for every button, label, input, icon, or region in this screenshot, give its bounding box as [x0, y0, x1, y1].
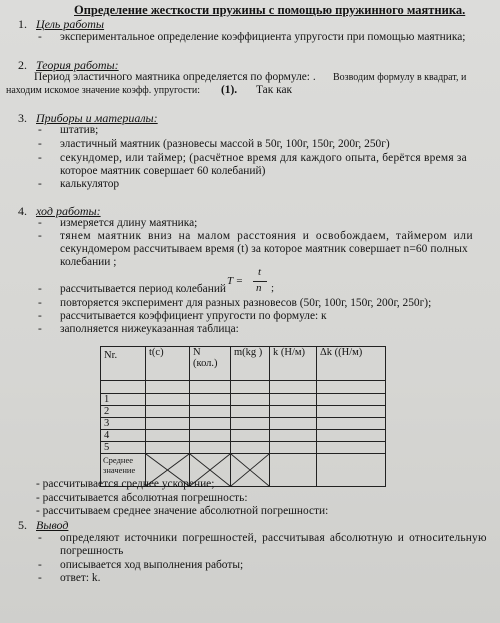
section-2-number: 2.	[18, 58, 27, 72]
table-header-row	[101, 347, 386, 381]
header-cell: m(kg )	[231, 347, 270, 381]
section-1-heading: Цель работы	[36, 17, 105, 31]
procedure-item: повторяется эксперимент для разных разновесов (50г, 100г, 150г, 200г, 250г);	[60, 297, 432, 309]
period-formula-denominator: n	[256, 282, 262, 294]
header-cell: Nr.	[101, 347, 146, 381]
table-row	[101, 406, 386, 418]
equipment-item-cont: которое маятник совершает 60 колебаний)	[60, 165, 266, 177]
table-row	[101, 394, 386, 406]
results-table	[100, 346, 386, 487]
bullet-dash: -	[38, 124, 42, 136]
after-table-line: - рассчитывается абсолютная погрешность:	[36, 492, 248, 504]
section-4-heading: ход работы:	[36, 204, 101, 218]
conclusion-item: определяют источники погрешностей, рассчитывая абсолютную и относительную	[60, 532, 487, 544]
header-cell: k (H/м)	[270, 347, 317, 381]
table-row	[101, 418, 386, 430]
bullet-dash: -	[38, 559, 42, 571]
period-formula-numerator: t	[258, 266, 262, 278]
equipment-item: штатив;	[60, 124, 99, 136]
section-2-heading: Теория работы:	[36, 58, 119, 72]
bullet-dash: -	[38, 138, 42, 150]
section-1-number: 1.	[18, 17, 27, 31]
crossed-cell	[231, 454, 270, 487]
after-table-line: - рассчитывается среднее ускорение;	[36, 478, 215, 490]
procedure-item: тянем маятник вниз на малом расстояния и освобождаем, таймером или	[60, 230, 474, 242]
bullet-dash: -	[38, 31, 42, 43]
row-number: 2	[101, 406, 146, 418]
table-row	[101, 381, 386, 394]
bullet-dash: -	[38, 310, 42, 322]
section-3-number: 3.	[18, 111, 27, 125]
procedure-item-cont: секундомером рассчитываем время (t) за которое маятник совершает n=60 полных	[60, 243, 468, 255]
bullet-dash: -	[38, 152, 42, 164]
bullet-dash: -	[38, 217, 42, 229]
table-row	[101, 442, 386, 454]
theory-line-2: находим искомое значение коэфф. упругости:	[6, 85, 201, 96]
row-number: 4	[101, 430, 146, 442]
period-formula-tail: ;	[271, 282, 275, 294]
equipment-item: эластичный маятник (разновесы массой в 50г, 100г, 150г, 200г, 250г)	[60, 138, 390, 150]
table-row	[101, 430, 386, 442]
bullet-dash: -	[38, 297, 42, 309]
after-table-line: - рассчитываем среднее значение абсолютной погрешности:	[36, 505, 329, 517]
bullet-dash: -	[38, 178, 42, 190]
formula-reference: (1).	[221, 84, 238, 96]
row-number: 1	[101, 394, 146, 406]
row-number: 5	[101, 442, 146, 454]
bullet-dash: -	[38, 230, 42, 242]
conclusion-item: ответ: k.	[60, 572, 101, 584]
section-5-number: 5.	[18, 518, 27, 532]
equipment-item: калькулятор	[60, 178, 120, 190]
theory-line-2b: Так как	[256, 84, 293, 96]
header-cell: N (кол.)	[190, 347, 231, 381]
conclusion-item: описывается ход выполнения работы;	[60, 559, 244, 571]
procedure-item: рассчитывается коэффициент упругости по формуле: к	[60, 310, 327, 322]
section-1-item: экспериментальное определение коэффициента упругости при помощью маятника;	[60, 31, 466, 43]
theory-line-1b: Возводим формулу в квадрат, и	[333, 72, 467, 83]
period-formula-lhs: T =	[227, 275, 244, 287]
header-cell: Δk ((H/м)	[317, 347, 386, 381]
procedure-item-cont: колебании ;	[60, 256, 117, 268]
row-number: 3	[101, 418, 146, 430]
header-cell: t(c)	[146, 347, 190, 381]
conclusion-item-cont: погрешность	[60, 545, 124, 557]
procedure-item: заполняется нижеуказанная таблица:	[60, 323, 239, 335]
bullet-dash: -	[38, 572, 42, 584]
procedure-item: рассчитывается период колебаний	[60, 283, 227, 295]
section-4-number: 4.	[18, 204, 27, 218]
procedure-item: измеряется длину маятника;	[60, 217, 198, 229]
bullet-dash: -	[38, 323, 42, 335]
bullet-dash: -	[38, 532, 42, 544]
average-label: Среднее значение	[101, 454, 146, 487]
section-3-heading: Приборы и материалы:	[36, 111, 158, 125]
theory-line-1: Период эластичного маятника определяется по формуле: .	[34, 71, 316, 83]
equipment-item: секундомер, или таймер; (расчётное время для каждого опыта, берётся время за	[60, 152, 467, 164]
section-5-heading: Вывод	[36, 518, 69, 532]
document-title: Определение жесткости пружины с помощью пружинного маятника.	[74, 3, 466, 17]
bullet-dash: -	[38, 283, 42, 295]
